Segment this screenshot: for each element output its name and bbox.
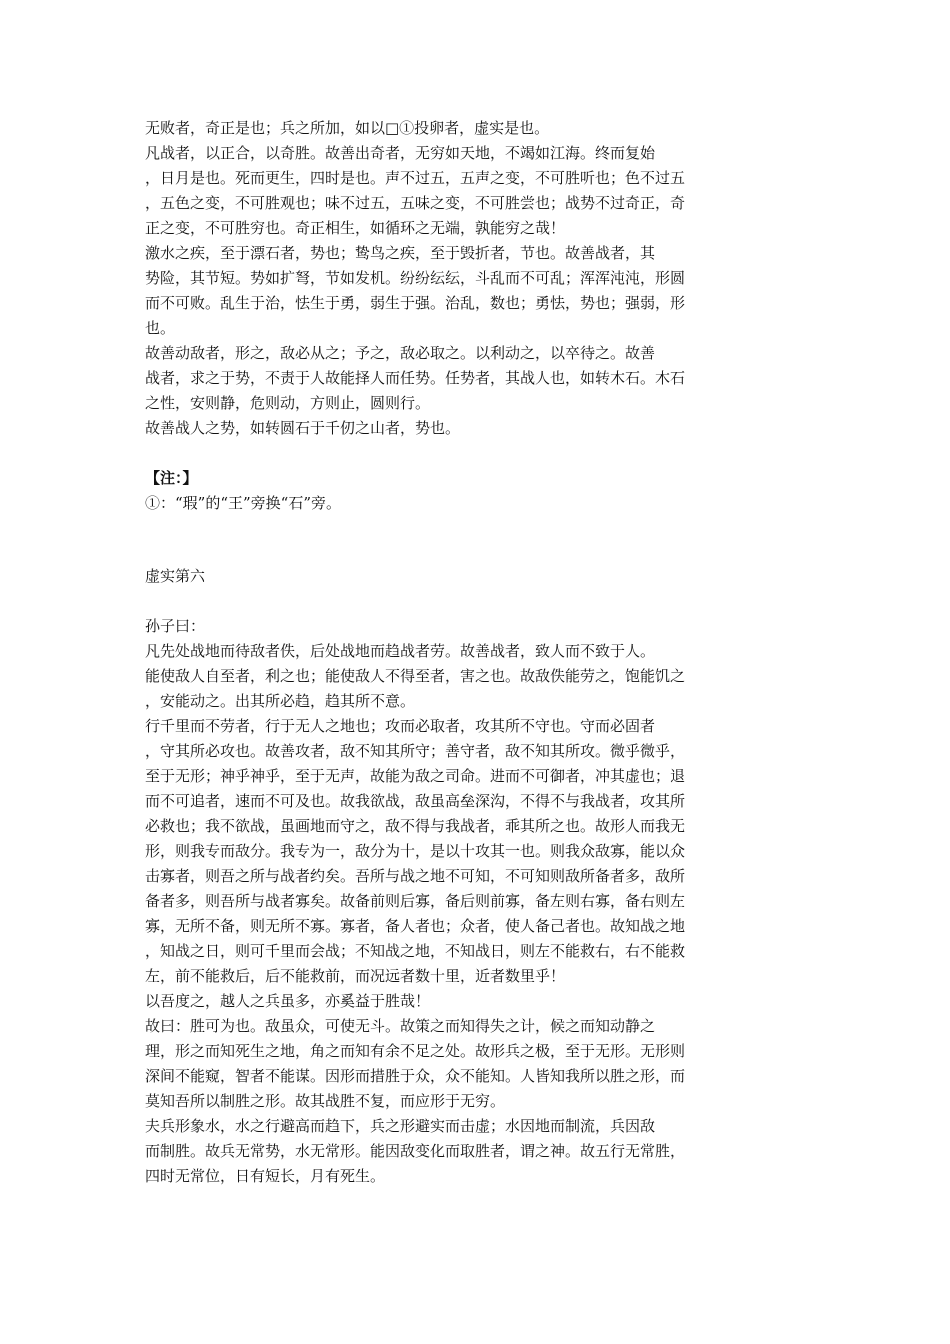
text-line: 理，形之而知死生之地，角之而知有余不足之处。故形兵之极，至于无形。无形则 <box>145 1042 686 1060</box>
section-shi-continued <box>145 116 725 441</box>
text-line: ，知战之日，则可千里而会战；不知战之地，不知战日，则左不能救右，右不能救 <box>145 942 686 960</box>
spacer <box>145 441 725 466</box>
text-line: 深间不能窥，智者不能谋。因形而措胜于众，众不能知。人皆知我所以胜之形，而 <box>145 1067 686 1085</box>
text-line: 至于无形；神乎神乎，至于无声，故能为敌之司命。进而不可御者，冲其虚也；退 <box>145 767 686 785</box>
text-line: 四时无常位，日有短长，月有死生。 <box>145 1167 386 1185</box>
text-line: 故善动敌者，形之，敌必从之；予之，敌必取之。以利动之，以卒待之。故善 <box>145 344 656 362</box>
text-line: 左，前不能救后，后不能救前，而况远者数十里，近者数里乎！ <box>145 967 566 985</box>
text-line: 故曰：胜可为也。敌虽众，可使无斗。故策之而知得失之计，候之而知动静之 <box>145 1017 656 1035</box>
text-line: 无败者，奇正是也；兵之所加，如以□①投卵者，虚实是也。 <box>145 119 550 137</box>
text-line: 夫兵形象水，水之行避高而趋下，兵之形避实而击虚；水因地而制流，兵因敌 <box>145 1117 656 1135</box>
text-line: 而制胜。故兵无常势，水无常形。能因敌变化而取胜者，谓之神。故五行无常胜， <box>145 1142 686 1160</box>
text-line: 故善战人之势，如转圆石于千仞之山者，势也。 <box>145 419 461 437</box>
section-xushi <box>145 614 725 1189</box>
text-line: 以吾度之，越人之兵虽多，亦奚益于胜哉！ <box>145 992 431 1010</box>
spacer <box>145 516 725 564</box>
text-line: 激水之疾，至于漂石者，势也；鸷鸟之疾，至于毁折者，节也。故善战者，其 <box>145 244 656 262</box>
text-line: 而不可败。乱生于治，怯生于勇，弱生于强。治乱，数也；勇怯，势也；强弱，形 <box>145 294 686 312</box>
text-line: 行千里而不劳者，行于无人之地也；攻而必取者，攻其所不守也。守而必固者 <box>145 717 656 735</box>
notes-heading: 【注：】 <box>145 469 198 487</box>
notes-block <box>145 466 725 516</box>
text-line: 凡战者，以正合，以奇胜。故善出奇者，无穷如天地，不竭如江海。终而复始 <box>145 144 656 162</box>
text-line: 必救也；我不欲战，虽画地而守之，敌不得与我战者，乖其所之也。故形人而我无 <box>145 817 686 835</box>
note-item: ①：“瑕”的“王”旁换“石”旁。 <box>145 494 342 512</box>
chapter-title: 虚实第六 <box>145 567 206 585</box>
text-line: 备者多，则吾所与战者寡矣。故备前则后寡，备后则前寡，备左则右寡，备右则左 <box>145 892 686 910</box>
spacer <box>145 589 725 614</box>
text-line: 也。 <box>145 319 176 337</box>
text-line: 之性，安则静，危则动，方则止，圆则行。 <box>145 394 431 412</box>
text-line: 能使敌人自至者，利之也；能使敌人不得至者，害之也。故敌佚能劳之，饱能饥之 <box>145 667 686 685</box>
text-line: 击寡者，则吾之所与战者约矣。吾所与战之地不可知，不可知则敌所备者多，敌所 <box>145 867 686 885</box>
text-line: 孙子曰： <box>145 617 206 635</box>
text-line: ，日月是也。死而更生，四时是也。声不过五，五声之变，不可胜听也；色不过五 <box>145 169 686 187</box>
text-line: 莫知吾所以制胜之形。故其战胜不复，而应形于无穷。 <box>145 1092 506 1110</box>
text-line: 形，则我专而敌分。我专为一，敌分为十，是以十攻其一也。则我众敌寡，能以众 <box>145 842 686 860</box>
text-line: ，守其所必攻也。故善攻者，敌不知其所守；善守者，敌不知其所攻。微乎微乎， <box>145 742 686 760</box>
text-line: 寡，无所不备，则无所不寡。寡者，备人者也；众者，使人备己者也。故知战之地 <box>145 917 686 935</box>
document-page <box>145 116 725 1189</box>
text-line: 势险，其节短。势如扩弩，节如发机。纷纷纭纭，斗乱而不可乱；浑浑沌沌，形圆 <box>145 269 686 287</box>
text-line: 战者，求之于势，不责于人故能择人而任势。任势者，其战人也，如转木石。木石 <box>145 369 686 387</box>
text-line: 凡先处战地而待敌者佚，后处战地而趋战者劳。故善战者，致人而不致于人。 <box>145 642 656 660</box>
text-line: ，五色之变，不可胜观也；味不过五，五味之变，不可胜尝也；战势不过奇正，奇 <box>145 194 686 212</box>
text-line: 而不可追者，速而不可及也。故我欲战，敌虽高垒深沟，不得不与我战者，攻其所 <box>145 792 686 810</box>
text-line: 正之变，不可胜穷也。奇正相生，如循环之无端，孰能穷之哉！ <box>145 219 566 237</box>
text-line: ，安能动之。出其所必趋，趋其所不意。 <box>145 692 416 710</box>
